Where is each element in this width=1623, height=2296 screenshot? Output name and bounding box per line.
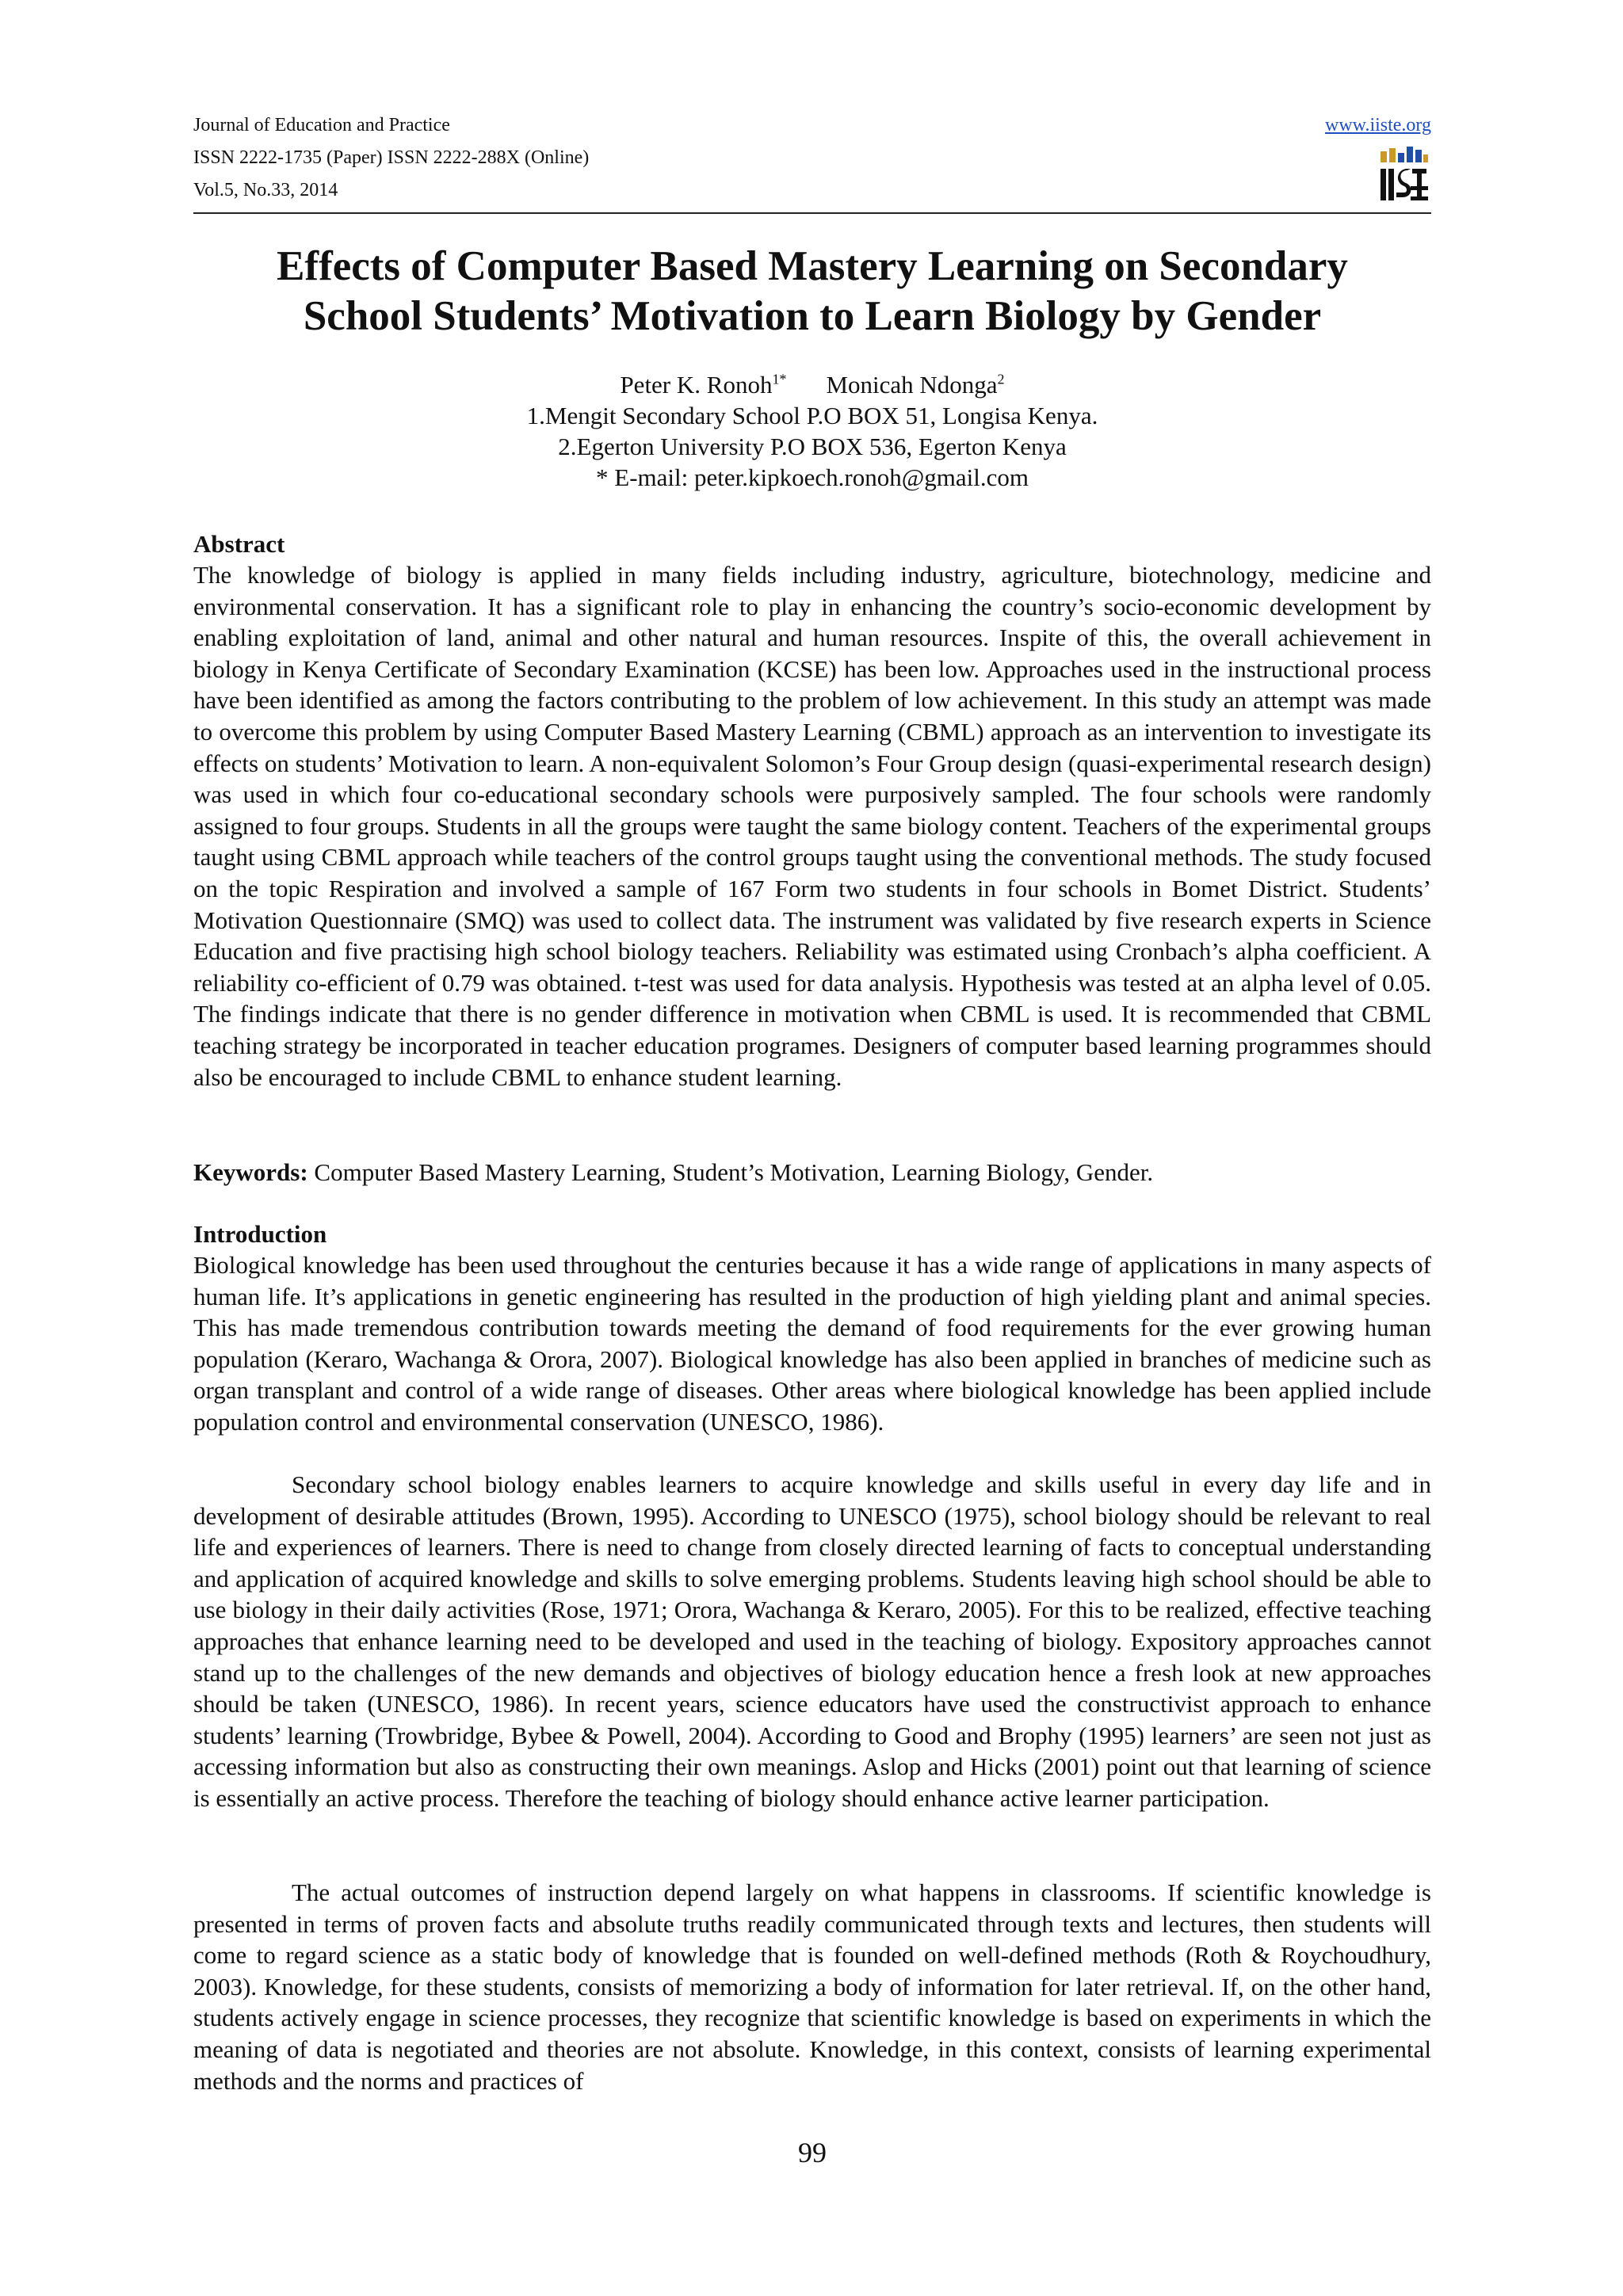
affiliation-1: 1.Mengit Secondary School P.O BOX 51, Longisa Kenya. xyxy=(526,402,1098,429)
introduction-paragraph-2: Secondary school biology enables learners to acquire knowledge and skills useful in every day life and in development of desirable attitudes (Brown, 1995). According to UNESCO (1975), school biology should be relevant to real life and experiences of learners. There is need to change from closely directed learning of facts to conceptual understanding and application of acquired knowledge and skills to solve emerging problems. Students leaving high school should be able to use biology in their daily activities (Rose, 1971; Orora, Wachanga & Keraro, 2005). For this to be realized, effective teaching approaches that enhance learning need to be developed and used in the teaching of biology. Expository approaches cannot stand up to the challenges of the new demands and objectives of biology education hence a fresh look at new approaches should be taken (UNESCO, 1986). In recent years, science educators have used the constructivist approach to enhance students’ learning (Trowbridge, Bybee & Powell, 2004). According to Good and Brophy (1995) learners’ are seen not just as accessing information but also as constructing their own meanings. Aslop and Hicks (2001) point out that learning of science is essentially an active process. Therefore the teaching of biology should enhance active learner participation. xyxy=(193,1470,1431,1812)
keywords-text: Computer Based Mastery Learning, Student’s Motivation, Learning Biology, Gender. xyxy=(314,1158,1154,1186)
author-1-marker: 1* xyxy=(772,371,787,387)
paper-title-line-2: School Students’ Motivation to Learn Biology by Gender xyxy=(303,293,1322,339)
author-2-name: Monicah Ndonga xyxy=(826,371,998,399)
journal-header xyxy=(193,113,1431,214)
abstract-text: The knowledge of biology is applied in many fields including industry, agriculture, biotechnology, medicine and environmental conservation. It has a significant role to play in enhancing the country’s socio-economic development by enabling exploitation of land, animal and other natural and human resources. Inspite of this, the overall achievement in biology in Kenya Certificate of Secondary Examination (KCSE) has been low. Approaches used in the instructional process have been identified as among the factors contributing to the problem of low achievement. In this study an attempt was made to overcome this problem by using Computer Based Mastery Learning (CBML) approach as an intervention to investigate its effects on students’ Motivation to learn. A non-equivalent Solomon’s Four Group design (quasi-experimental research design) was used in which four co-educational secondary schools were purposively sampled. The four schools were randomly assigned to four groups. Students in all the groups were taught the same biology content. Teachers of the experimental groups taught using CBML approach while teachers of the control groups taught using the conventional methods. The study focused on the topic Respiration and involved a sample of 167 Form two students in four schools in Bomet District. Students’ Motivation Questionnaire (SMQ) was used to collect data. The instrument was validated by five research experts in Science Education and five practising high school biology teachers. Reliability was estimated using Cronbach’s alpha coefficient. A reliability co-efficient of 0.79 was obtained. t-test was used for data analysis. Hypothesis was tested at an alpha level of 0.05. The findings indicate that there is no gender difference in motivation when CBML is used. It is recommended that CBML teaching strategy be incorporated in teacher education programes. Designers of computer based learning programmes should also be encouraged to include CBML to enhance student learning. xyxy=(193,561,1431,1091)
affiliation-2: 2.Egerton University P.O BOX 536, Egerton Kenya xyxy=(558,433,1067,460)
journal-volume: Vol.5, No.33, 2014 xyxy=(193,180,338,200)
keywords-label: Keywords: xyxy=(193,1158,308,1186)
paper-title-line-1: Effects of Computer Based Mastery Learning on Secondary xyxy=(277,243,1348,289)
iiste-logo xyxy=(1379,145,1430,205)
author-1-name: Peter K. Ronoh xyxy=(620,371,773,399)
journal-issn: ISSN 2222-1735 (Paper) ISSN 2222-288X (Online) xyxy=(193,147,590,168)
journal-name: Journal of Education and Practice xyxy=(193,115,450,135)
paper-title xyxy=(193,242,1431,341)
page-number: 99 xyxy=(798,2137,827,2168)
author-list xyxy=(193,369,1431,400)
author-2-marker: 2 xyxy=(997,371,1005,387)
introduction-heading: Introduction xyxy=(193,1220,327,1248)
author-email: * E-mail: peter.kipkoech.ronoh@gmail.com xyxy=(596,463,1029,491)
keywords-line xyxy=(193,1157,1431,1188)
introduction-paragraph-3: The actual outcomes of instruction depend largely on what happens in classrooms. If scientific knowledge is presented in terms of proven facts and absolute truths readily communicated through texts and lectures, then students will come to regard science as a static body of knowledge that is founded on well-defined methods (Roth & Roychoudhury, 2003). Knowledge, for these students, consists of memorizing a body of information for later retrieval. If, on the other hand, students actively engage in science processes, they recognize that scientific knowledge is based on experiments in which the meaning of data is negotiated and theories are not absolute. Knowledge, in this context, consists of learning experimental methods and the norms and practices of xyxy=(193,1878,1431,2095)
abstract-heading: Abstract xyxy=(193,530,285,558)
journal-url-link[interactable]: www.iiste.org xyxy=(1325,115,1431,135)
introduction-paragraph-1: Biological knowledge has been used throughout the centuries because it has a wide range of applications in many aspects of human life. It’s applications in genetic engineering has resulted in the production of high yielding plant and animal species. This has made tremendous contribution towards meeting the demand of food requirements for the ever growing human population (Keraro, Wachanga & Orora, 2007). Biological knowledge has also been applied in branches of medicine such as organ transplant and control of a wide range of diseases. Other areas where biological knowledge has been applied include population control and environmental conservation (UNESCO, 1986). xyxy=(193,1251,1431,1436)
